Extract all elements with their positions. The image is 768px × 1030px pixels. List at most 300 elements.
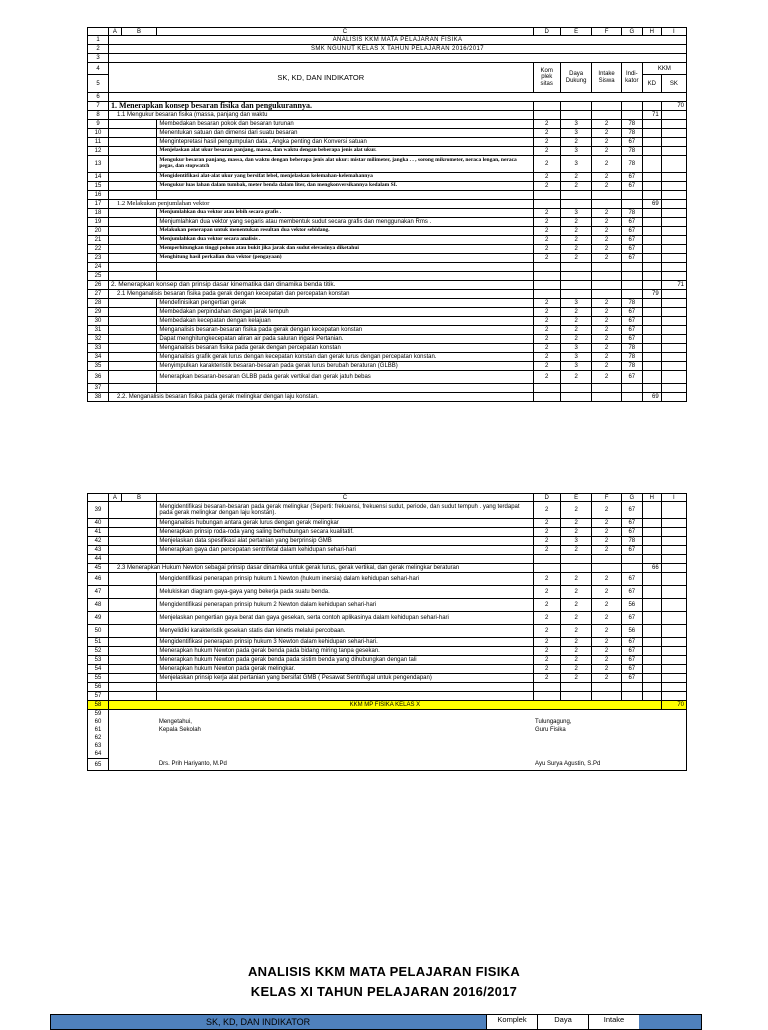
col-b: B xyxy=(121,28,157,36)
kd-value xyxy=(642,573,661,586)
col-a-2: A xyxy=(109,494,122,502)
intake-value: 2 xyxy=(592,138,621,147)
sk-value xyxy=(661,272,686,281)
intake-value: 2 xyxy=(592,182,621,191)
indent-cell xyxy=(109,227,157,236)
indent-cell xyxy=(109,138,157,147)
intake-value: 2 xyxy=(592,625,621,638)
table-row xyxy=(88,200,687,209)
kd-value xyxy=(642,129,661,138)
indent-cell xyxy=(109,344,157,353)
daya-dukung-value xyxy=(560,200,592,209)
indikator-text: Menjelaskan data spesifikasi alat pertanian yang berprinsip GMB xyxy=(157,537,533,546)
sk-value xyxy=(661,502,686,519)
indikator-text: Mengidentifikasi penerapan prinsip hukum 3 Newton dalam kehidupan sehari-hari. xyxy=(157,638,533,647)
kd-value: 66 xyxy=(642,564,661,573)
kompleksitas-value xyxy=(533,564,560,573)
indikator-text: Menerapkan hukum Newton pada gerak benda pada sistim benda yang dihubungkan dengan tali xyxy=(157,656,533,665)
indent-cell xyxy=(109,317,157,326)
row-number: 29 xyxy=(88,308,109,317)
indikator-value: 67 xyxy=(621,612,642,625)
daya-dukung-value: 3 xyxy=(560,537,592,546)
kompleksitas-value: 2 xyxy=(533,254,560,263)
row-number: 11 xyxy=(88,138,109,147)
kkm-summary-label: KKM MP FISIKA KELAS X xyxy=(109,701,662,710)
kompleksitas-value: 2 xyxy=(533,182,560,191)
daya-dukung-value: 2 xyxy=(560,173,592,182)
row-number: 12 xyxy=(88,147,109,156)
col-a: A xyxy=(109,28,122,36)
row-number: 44 xyxy=(88,555,109,564)
kd-value xyxy=(642,546,661,555)
indikator-text xyxy=(157,683,533,692)
indent-cell xyxy=(109,120,157,129)
kompleksitas-value: 2 xyxy=(533,656,560,665)
indikator-value: 78 xyxy=(621,120,642,129)
intake-value: 2 xyxy=(592,129,621,138)
sk-value xyxy=(661,573,686,586)
indikator-text xyxy=(157,191,533,200)
kd-text: 1.2 Melakukan penjumlahan vektor xyxy=(109,200,534,209)
kompleksitas-value: 2 xyxy=(533,218,560,227)
table-row xyxy=(88,218,687,227)
row-number: 34 xyxy=(88,353,109,362)
sk-value xyxy=(661,353,686,362)
indent-cell xyxy=(109,384,157,393)
sk-value xyxy=(661,393,686,402)
daya-dukung-value xyxy=(560,272,592,281)
kompleksitas-value: 2 xyxy=(533,586,560,599)
kompleksitas-value xyxy=(533,111,560,120)
indikator-value: 78 xyxy=(621,129,642,138)
intake-value: 2 xyxy=(592,299,621,308)
row-number: 48 xyxy=(88,599,109,612)
page2-header-strip xyxy=(50,1014,702,1030)
sk-value xyxy=(661,555,686,564)
intake-value: 2 xyxy=(592,254,621,263)
kd-value xyxy=(642,227,661,236)
daya-dukung-value: 2 xyxy=(560,625,592,638)
col-e: E xyxy=(560,28,592,36)
intake-value xyxy=(592,263,621,272)
indikator-text: Membedakan perpindahan dengan jarak tempuh xyxy=(157,308,533,317)
sk-header: SK xyxy=(661,75,686,93)
indikator-value: 67 xyxy=(621,647,642,656)
kd-value xyxy=(642,599,661,612)
intake-value: 2 xyxy=(592,599,621,612)
intake-value: 2 xyxy=(592,665,621,674)
indent-cell xyxy=(109,147,157,156)
indikator-text: Menganalisis grafik gerak lurus dengan kecepatan konstan dan gerak lurus dengan percepatan konstan. xyxy=(157,353,533,362)
kd-header: KD xyxy=(642,75,661,93)
kompleksitas-value: 2 xyxy=(533,674,560,683)
intake-value: 2 xyxy=(592,647,621,656)
sk-value: 70 xyxy=(661,102,686,111)
daya-dukung-value: 2 xyxy=(560,308,592,317)
sk-value xyxy=(661,612,686,625)
intake-value xyxy=(592,281,621,290)
col-c: C xyxy=(157,28,533,36)
intake-value: 2 xyxy=(592,147,621,156)
daya-dukung-value: 2 xyxy=(560,138,592,147)
indikator-text: Memperhitungkan tinggi pohon atau bukit jika jarak dan sudut elevasinya diketahui xyxy=(157,245,533,254)
sk-value xyxy=(661,317,686,326)
col-f-2: F xyxy=(592,494,621,502)
table-row xyxy=(88,227,687,236)
row-number: 55 xyxy=(88,674,109,683)
indent-cell xyxy=(109,656,157,665)
daya-dukung-value xyxy=(560,555,592,564)
table-row xyxy=(88,674,687,683)
indikator-value: 78 xyxy=(621,299,642,308)
intake-value: 2 xyxy=(592,573,621,586)
kompleksitas-value xyxy=(533,393,560,402)
table-row xyxy=(88,612,687,625)
indikator-value: 67 xyxy=(621,308,642,317)
sign-left-line1: Mengetahui, xyxy=(158,719,192,725)
indikator-text: Membedakan besaran pokok dan besaran turunan xyxy=(157,120,533,129)
table-row xyxy=(88,138,687,147)
indent-cell xyxy=(109,272,157,281)
indikator-value: 67 xyxy=(621,317,642,326)
intake-value xyxy=(592,564,621,573)
daya-dukung-value: 2 xyxy=(560,546,592,555)
sk-value xyxy=(661,665,686,674)
daya-dukung-value: 2 xyxy=(560,317,592,326)
kd-value xyxy=(642,528,661,537)
kompleksitas-value: 2 xyxy=(533,537,560,546)
kd-value xyxy=(642,537,661,546)
table-row xyxy=(88,519,687,528)
indikator-value: 67 xyxy=(621,236,642,245)
indent-cell xyxy=(109,245,157,254)
indikator-value: 78 xyxy=(621,147,642,156)
row-number: 38 xyxy=(88,393,109,402)
table-row xyxy=(88,683,687,692)
kd-value xyxy=(642,692,661,701)
indikator-text: Dapat menghitungkecepatan aliran air pada saluran irigasi Pertanian. xyxy=(157,335,533,344)
kd-value xyxy=(642,254,661,263)
table-row xyxy=(88,638,687,647)
table-row xyxy=(88,537,687,546)
indikator-value xyxy=(621,564,642,573)
indikator-value: 67 xyxy=(621,528,642,537)
indent-cell xyxy=(109,502,157,519)
row-number: 22 xyxy=(88,245,109,254)
indikator-value: 67 xyxy=(621,182,642,191)
sk-value xyxy=(661,263,686,272)
col-e-2: E xyxy=(560,494,592,502)
indikator-text: Menganalisis besaran-besaran fisika pada gerak dengan kecepatan konstan xyxy=(157,326,533,335)
table-row xyxy=(88,371,687,384)
sk-value xyxy=(661,674,686,683)
kkm-summary-row: 58 KKM MP FISIKA KELAS X 70 xyxy=(88,701,687,710)
kd-value xyxy=(642,263,661,272)
indikator-text: Menerapkan besaran-besaran GLBB pada gerak vertikal dan gerak jatuh bebas xyxy=(157,371,533,384)
intake-value xyxy=(592,290,621,299)
table-row xyxy=(88,647,687,656)
kompleksitas-value xyxy=(533,384,560,393)
row-number: 56 xyxy=(88,683,109,692)
indikator-text: Mendefinisikan pengertian gerak xyxy=(157,299,533,308)
indikator-value xyxy=(621,384,642,393)
indikator-text xyxy=(157,272,533,281)
kompleksitas-value: 2 xyxy=(533,236,560,245)
indikator-text xyxy=(157,692,533,701)
indent-cell xyxy=(109,546,157,555)
intake-value: 2 xyxy=(592,546,621,555)
daya-dukung-value: 3 xyxy=(560,156,592,173)
col-f: F xyxy=(592,28,621,36)
daya-dukung-value: 2 xyxy=(560,182,592,191)
row-number: 16 xyxy=(88,191,109,200)
table-row xyxy=(88,254,687,263)
table-row xyxy=(88,209,687,218)
daya-dukung-value: 3 xyxy=(560,209,592,218)
daya-dukung-value: 2 xyxy=(560,665,592,674)
row-number: 10 xyxy=(88,129,109,138)
kd-value xyxy=(642,147,661,156)
table-row xyxy=(88,393,687,402)
table-row xyxy=(88,344,687,353)
column-letter-row xyxy=(88,28,687,36)
sk-value xyxy=(661,326,686,335)
kd-value xyxy=(642,647,661,656)
daya-dukung-value: 2 xyxy=(560,245,592,254)
table-row xyxy=(88,102,687,111)
intake-value: 2 xyxy=(592,502,621,519)
kompleksitas-value: 2 xyxy=(533,546,560,555)
row-number: 53 xyxy=(88,656,109,665)
indent-cell xyxy=(109,209,157,218)
page2-kompleks-header: Komplek xyxy=(486,1015,537,1029)
intake-value: 2 xyxy=(592,656,621,665)
table-row xyxy=(88,353,687,362)
sk-value xyxy=(661,371,686,384)
kkm-header: KKM xyxy=(642,63,686,75)
kompleksitas-value xyxy=(533,102,560,111)
intake-value: 2 xyxy=(592,519,621,528)
kompleksitas-value: 2 xyxy=(533,502,560,519)
kd-value xyxy=(642,625,661,638)
daya-dukung-value: 3 xyxy=(560,129,592,138)
sk-value xyxy=(661,191,686,200)
kd-value xyxy=(642,502,661,519)
sk-value xyxy=(661,692,686,701)
page2-title-2: KELAS XI TAHUN PELAJARAN 2016/2017 xyxy=(250,984,518,999)
daya-dukung-value: 2 xyxy=(560,573,592,586)
sk-value xyxy=(661,209,686,218)
sk-value xyxy=(661,528,686,537)
indent-cell xyxy=(109,519,157,528)
sign-right-line2: Guru Fisika xyxy=(533,726,686,734)
kompleksitas-value xyxy=(533,683,560,692)
kompleksitas-value: 2 xyxy=(533,573,560,586)
indikator-value: 78 xyxy=(621,344,642,353)
intake-value: 2 xyxy=(592,528,621,537)
kd-value xyxy=(642,281,661,290)
indikator-text: Menjumlahkan dua vektor yang segaris atau membentuk sudut secara grafis dan menggunakan Rms . xyxy=(157,218,533,227)
intake-value: 2 xyxy=(592,353,621,362)
kompleksitas-value: 2 xyxy=(533,371,560,384)
kompleksitas-value: 2 xyxy=(533,308,560,317)
intake-value: 2 xyxy=(592,612,621,625)
indikator-text: Menjumlahkan dua vektor atau lebih secara grafis . xyxy=(157,209,533,218)
daya-dukung-value: 3 xyxy=(560,147,592,156)
table-row xyxy=(88,326,687,335)
indent-cell xyxy=(109,182,157,191)
kd-value xyxy=(642,612,661,625)
indent-cell xyxy=(109,371,157,384)
sk-value xyxy=(661,362,686,371)
indikator-text: Menerapkan hukum Newton pada gerak benda pada bidang miring tanpa gesekan. xyxy=(157,647,533,656)
sk-value xyxy=(661,254,686,263)
kompleksitas-value xyxy=(533,272,560,281)
kd-value xyxy=(642,272,661,281)
indikator-text: Menganalisis hubungan antara gerak lurus dengan gerak melingkar xyxy=(157,519,533,528)
indikator-value: 67 xyxy=(621,138,642,147)
sk-value xyxy=(661,647,686,656)
indikator-text: Mengidentifikasi penerapan prinsip hukum 1 Newton (hukum inersia) dalam kehidupan sehari-hari xyxy=(157,573,533,586)
daya-dukung-value: 2 xyxy=(560,236,592,245)
table-row xyxy=(88,156,687,173)
sk-value xyxy=(661,564,686,573)
sk-value xyxy=(661,656,686,665)
kompleksitas-value: 2 xyxy=(533,129,560,138)
indent-cell xyxy=(109,326,157,335)
indikator-value: 67 xyxy=(621,573,642,586)
indikator-value xyxy=(621,111,642,120)
intake-value: 2 xyxy=(592,209,621,218)
indikator-value xyxy=(621,200,642,209)
kd-value xyxy=(642,371,661,384)
intake-value: 2 xyxy=(592,335,621,344)
row-number: 35 xyxy=(88,362,109,371)
daya-dukung-value: 2 xyxy=(560,326,592,335)
table-row xyxy=(88,335,687,344)
kd-value xyxy=(642,209,661,218)
row-number: 54 xyxy=(88,665,109,674)
table-row xyxy=(88,656,687,665)
sk-value xyxy=(661,138,686,147)
intake-value: 2 xyxy=(592,245,621,254)
kd-value xyxy=(642,245,661,254)
indent-cell xyxy=(109,362,157,371)
table-row xyxy=(88,586,687,599)
row-number: 24 xyxy=(88,263,109,272)
row-number: 57 xyxy=(88,692,109,701)
indikator-value: 56 xyxy=(621,599,642,612)
daya-dukung-value: 2 xyxy=(560,638,592,647)
row-number: 33 xyxy=(88,344,109,353)
indikator-text: Mengintepretasi hasil pengumpulan data , Angka penting dan Konversi satuan xyxy=(157,138,533,147)
indent-cell xyxy=(109,625,157,638)
indent-cell xyxy=(109,156,157,173)
doc-title-2: SMK NGUNUT KELAS X TAHUN PELAJARAN 2016/2017 xyxy=(109,45,687,54)
intake-value xyxy=(592,200,621,209)
sk-value xyxy=(661,586,686,599)
kd-text: 2.1 Menganalisis besaran fisika pada gerak dengan kecepatan dan percepatan konstan xyxy=(109,290,534,299)
kd-value xyxy=(642,353,661,362)
row-number: 7 xyxy=(88,102,109,111)
sk-value xyxy=(661,638,686,647)
table-row xyxy=(88,599,687,612)
daya-dukung-value: 2 xyxy=(560,218,592,227)
row-number: 9 xyxy=(88,120,109,129)
row-number: 18 xyxy=(88,209,109,218)
indent-cell xyxy=(109,683,157,692)
intake-value: 2 xyxy=(592,317,621,326)
indikator-header: Indi- kator xyxy=(621,63,642,93)
indikator-value: 67 xyxy=(621,519,642,528)
table-row xyxy=(88,120,687,129)
table-row xyxy=(88,245,687,254)
indikator-value xyxy=(621,281,642,290)
indent-cell xyxy=(109,129,157,138)
kompleksitas-value: 2 xyxy=(533,147,560,156)
sk-value xyxy=(661,290,686,299)
page2-daya-header: Daya xyxy=(537,1015,588,1029)
table-row xyxy=(88,236,687,245)
row-number: 52 xyxy=(88,647,109,656)
table-row xyxy=(88,173,687,182)
daya-dukung-value: 2 xyxy=(560,612,592,625)
indent-cell xyxy=(109,647,157,656)
daya-dukung-value: 2 xyxy=(560,599,592,612)
table-row xyxy=(88,564,687,573)
daya-dukung-header: Daya Dukung xyxy=(560,63,592,93)
daya-dukung-value: 3 xyxy=(560,299,592,308)
row-number: 42 xyxy=(88,537,109,546)
col-d-2: D xyxy=(533,494,560,502)
daya-dukung-value xyxy=(560,692,592,701)
kompleksitas-value: 2 xyxy=(533,353,560,362)
kompleksitas-value: 2 xyxy=(533,612,560,625)
indent-cell xyxy=(109,263,157,272)
kd-value xyxy=(642,191,661,200)
row-number: 30 xyxy=(88,317,109,326)
sign-right-name: Ayu Surya Agustin, S.Pd xyxy=(533,759,686,771)
indikator-text: Menerapkan prinsip roda-roda yang saling berhubungan secara kualitatif. xyxy=(157,528,533,537)
table-row xyxy=(88,692,687,701)
col-h: H xyxy=(642,28,661,36)
indikator-text: Mengukur besaran panjang, massa, dan waktu dengan beberapa jenis alat ukur: mistar milimeter, jangka . . , sorong mikrometer, neraca lengan, neraca pegas, dan stopwatch xyxy=(157,156,533,173)
col-g: G xyxy=(621,28,642,36)
indikator-text: Menghitung hasil perkalian dua vektor (pengayaan) xyxy=(157,254,533,263)
indent-cell xyxy=(109,599,157,612)
indikator-text: Menjelaskan pengertian gaya berat dan gaya gesekan, serta contoh aplikasinya dalam kehidupan sehari-hari xyxy=(157,612,533,625)
indent-cell xyxy=(109,638,157,647)
indikator-text: Menganalisis besaran fisika pada gerak dengan percepatan konstan xyxy=(157,344,533,353)
kd-value xyxy=(642,674,661,683)
kd-value xyxy=(642,138,661,147)
kompleksitas-value: 2 xyxy=(533,138,560,147)
table-row xyxy=(88,147,687,156)
row-number: 50 xyxy=(88,625,109,638)
kompleksitas-value xyxy=(533,692,560,701)
indikator-value: 67 xyxy=(621,586,642,599)
kompleksitas-value xyxy=(533,555,560,564)
indikator-value: 78 xyxy=(621,156,642,173)
kompleksitas-value xyxy=(533,191,560,200)
row-number: 37 xyxy=(88,384,109,393)
kkm-summary-value: 70 xyxy=(661,701,686,710)
indikator-value: 67 xyxy=(621,326,642,335)
kompleksitas-value: 2 xyxy=(533,245,560,254)
indikator-value: 67 xyxy=(621,665,642,674)
row-number: 21 xyxy=(88,236,109,245)
kd-value xyxy=(642,344,661,353)
